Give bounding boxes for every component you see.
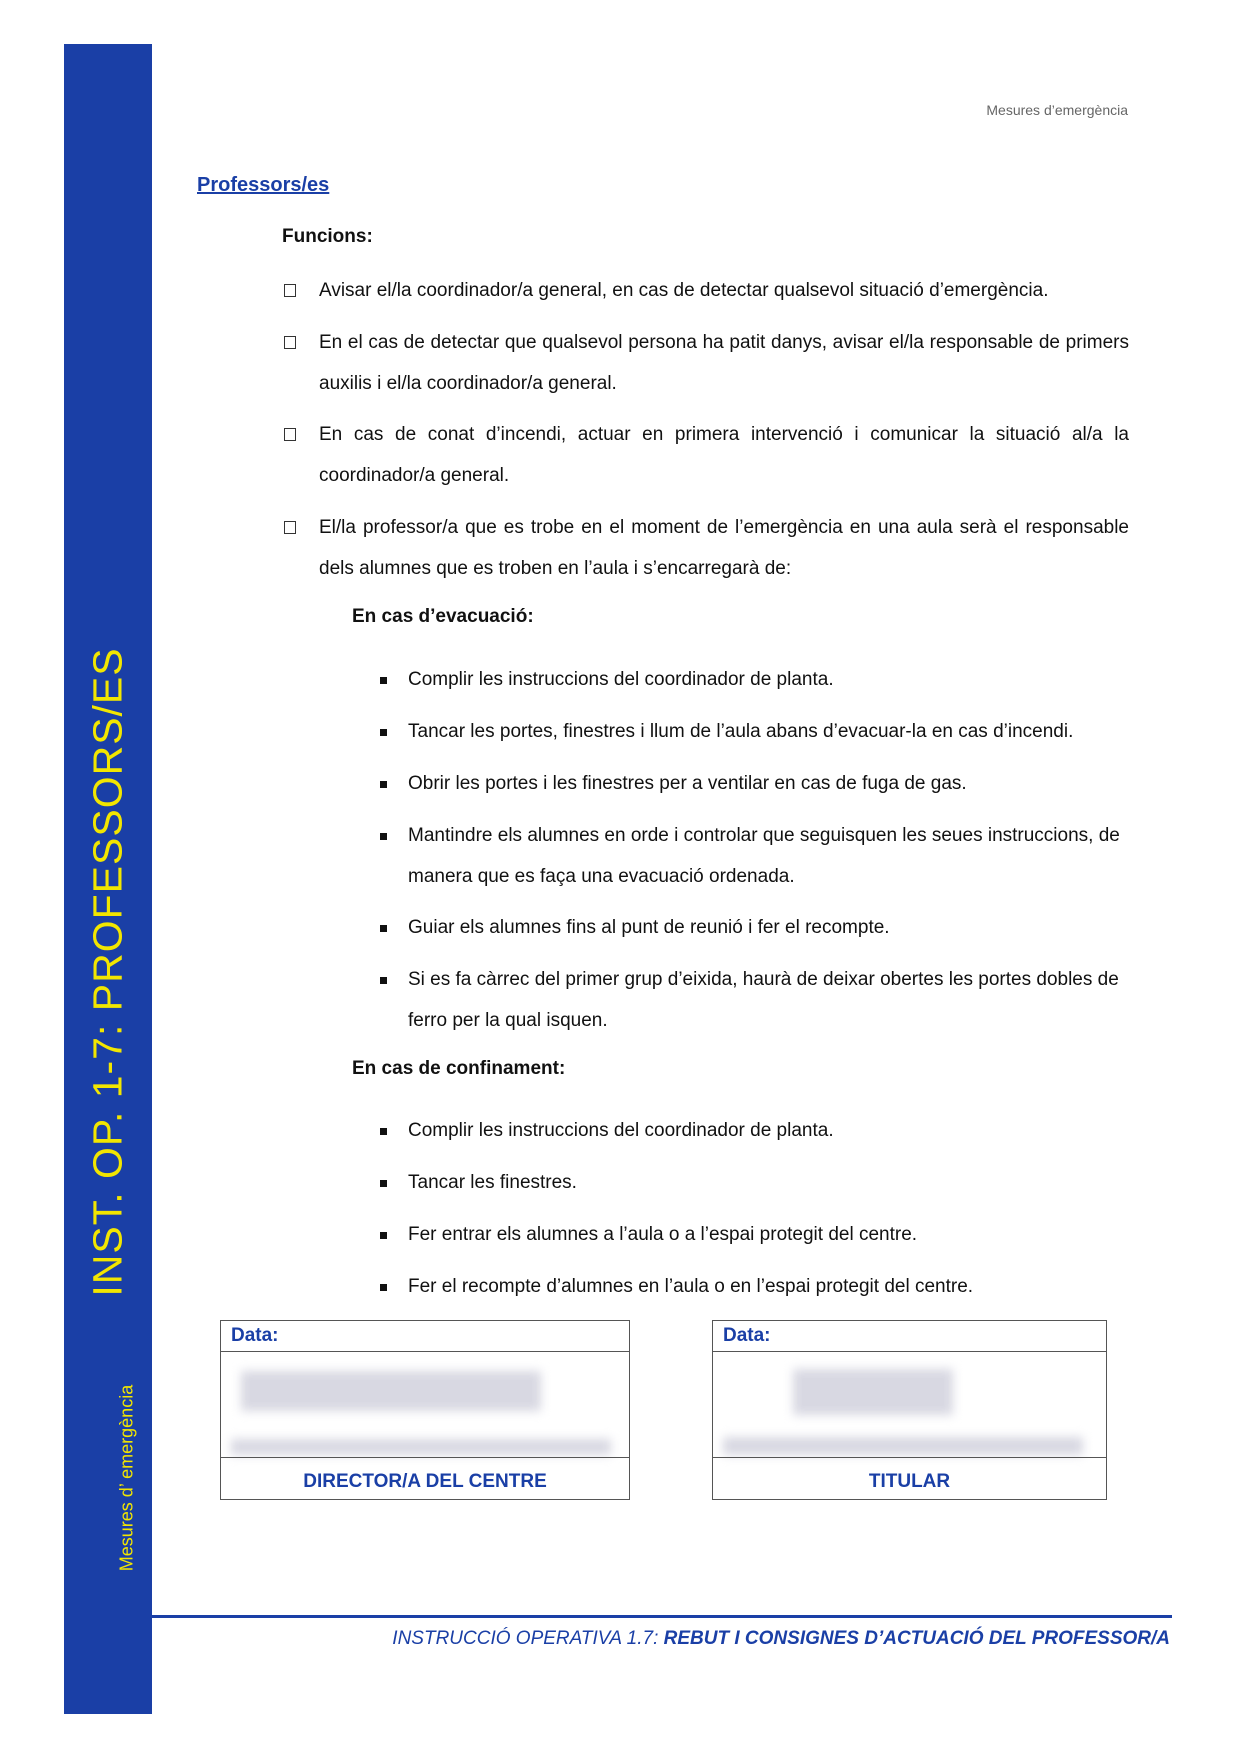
list-item-text: Si es fa càrrec del primer grup d’eixida, haurà de deixar obertes les portes dobles de ferro per la qual isquen. bbox=[408, 969, 1119, 1031]
footer-title: REBUT I CONSIGNES D’ACTUACIÓ DEL PROFESSOR/A bbox=[663, 1628, 1170, 1649]
bullet-icon bbox=[380, 781, 387, 788]
list-item bbox=[380, 915, 1130, 948]
confinament-heading: En cas de confinament: bbox=[352, 1058, 566, 1079]
function-text: En cas de conat d’incendi, actuar en primera intervenció i comunicar la situació al/a la coordinador/a general. bbox=[319, 424, 1129, 486]
evacuacio-heading: En cas d’evacuació: bbox=[352, 606, 534, 627]
list-item bbox=[380, 719, 1130, 752]
bullet-icon bbox=[380, 925, 387, 932]
function-item bbox=[284, 422, 1129, 496]
checkbox-icon bbox=[284, 284, 296, 297]
signature-line bbox=[713, 1457, 1106, 1458]
function-item bbox=[284, 330, 1129, 404]
list-item-text: Complir les instruccions del coordinador de planta. bbox=[408, 669, 834, 690]
redacted-signature bbox=[241, 1371, 541, 1411]
list-item-text: Obrir les portes i les finestres per a ventilar en cas de fuga de gas. bbox=[408, 773, 967, 794]
list-item bbox=[380, 1274, 1130, 1307]
list-item bbox=[380, 1222, 1130, 1255]
list-item bbox=[380, 823, 1130, 897]
footer-prefix: INSTRUCCIÓ OPERATIVA 1.7: bbox=[392, 1628, 664, 1649]
page-title: Professors/es bbox=[197, 174, 330, 196]
list-item-text: Guiar els alumnes fins al punt de reunió i fer el recompte. bbox=[408, 917, 890, 938]
list-item-text: Mantindre els alumnes en orde i controlar que seguisquen les seues instruccions, de manera que es faça una evacuació ordenada. bbox=[408, 825, 1120, 887]
role-label: DIRECTOR/A DEL CENTRE bbox=[303, 1471, 547, 1492]
sidebar-subtitle-text: Mesures d’ emergència bbox=[116, 1384, 137, 1572]
funcions-heading: Funcions: bbox=[282, 226, 373, 247]
list-item-text: Fer el recompte d’alumnes en l’aula o en l’espai protegit del centre. bbox=[408, 1276, 974, 1297]
checkbox-icon bbox=[284, 336, 296, 349]
role-label: TITULAR bbox=[868, 1471, 951, 1492]
function-text: Avisar el/la coordinador/a general, en cas de detectar qualsevol situació d’emergència. bbox=[319, 280, 1049, 301]
bullet-icon bbox=[380, 833, 387, 840]
redacted-name bbox=[231, 1439, 611, 1455]
redacted-name bbox=[723, 1437, 1083, 1455]
function-text: En el cas de detectar que qualsevol persona ha patit danys, avisar el/la responsable de primers auxilis i el/la coordinador/a general. bbox=[319, 332, 1129, 394]
bullet-icon bbox=[380, 1232, 387, 1239]
bullet-icon bbox=[380, 1128, 387, 1135]
function-item bbox=[284, 278, 1129, 311]
footer-rule bbox=[152, 1615, 1172, 1618]
function-text: El/la professor/a que es trobe en el moment de l’emergència en una aula serà el responsable dels alumnes que es troben en l’aula i s’encarregarà de: bbox=[319, 517, 1129, 579]
signature-box-director bbox=[220, 1320, 630, 1500]
list-item bbox=[380, 967, 1130, 1041]
signature-box-titular bbox=[712, 1320, 1107, 1500]
list-item bbox=[380, 667, 1130, 700]
bullet-icon bbox=[380, 1284, 387, 1291]
function-item bbox=[284, 515, 1129, 589]
bullet-icon bbox=[380, 677, 387, 684]
page-footer bbox=[392, 1628, 1170, 1650]
list-item-text: Fer entrar els alumnes a l’aula o a l’espai protegit del centre. bbox=[408, 1224, 918, 1245]
sidebar-title-text: INST. OP. 1-7: PROFESSORS/ES bbox=[84, 647, 131, 1297]
list-item-text: Complir les instruccions del coordinador de planta. bbox=[408, 1120, 834, 1141]
signature-line bbox=[221, 1457, 629, 1458]
bullet-icon bbox=[380, 977, 387, 984]
running-header: Mesures d’emergència bbox=[986, 102, 1128, 118]
bullet-icon bbox=[380, 1180, 387, 1187]
redacted-signature bbox=[793, 1369, 953, 1415]
date-label: Data: bbox=[713, 1321, 1106, 1352]
checkbox-icon bbox=[284, 521, 296, 534]
list-item bbox=[380, 771, 1130, 804]
checkbox-icon bbox=[284, 428, 296, 441]
date-label: Data: bbox=[221, 1321, 629, 1352]
list-item bbox=[380, 1170, 1130, 1203]
bullet-icon bbox=[380, 729, 387, 736]
list-item-text: Tancar les finestres. bbox=[408, 1172, 577, 1193]
list-item bbox=[380, 1118, 1130, 1151]
list-item-text: Tancar les portes, finestres i llum de l’aula abans d’evacuar-la en cas d’incendi. bbox=[408, 721, 1074, 742]
